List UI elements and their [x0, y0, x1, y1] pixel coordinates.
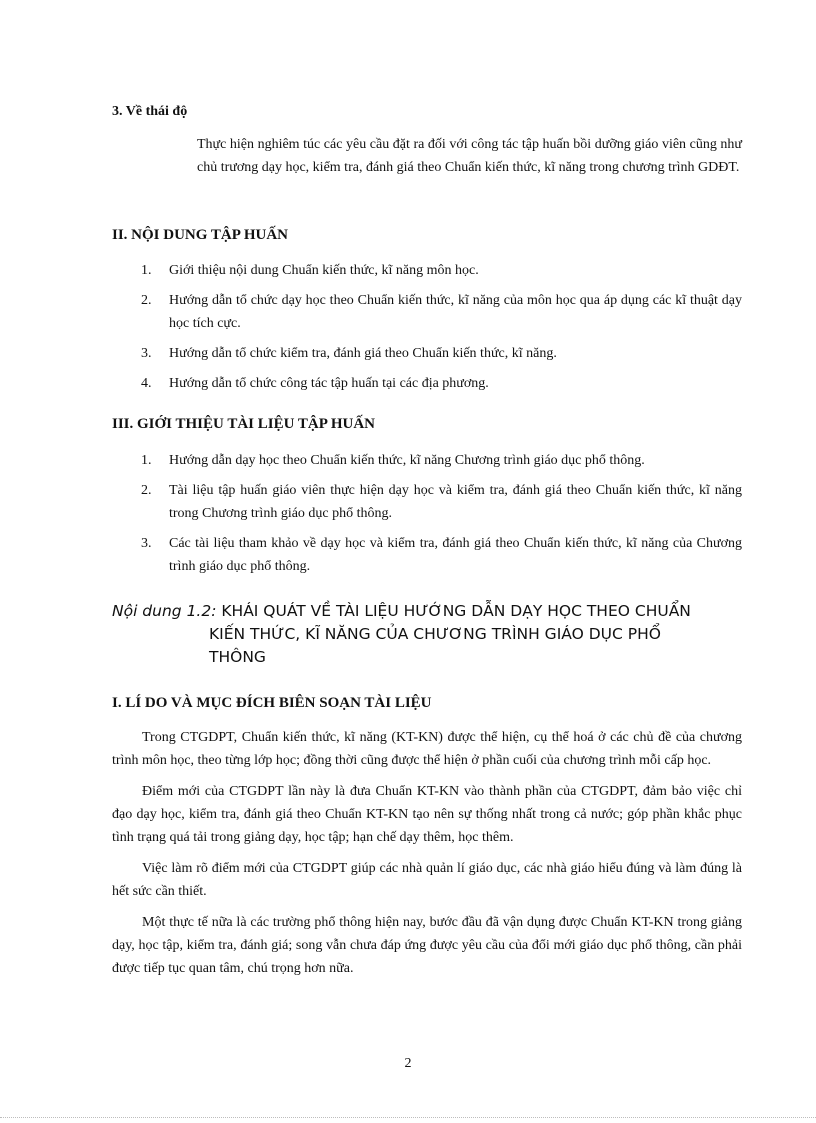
section3-heading: III. GIỚI THIỆU TÀI LIỆU TẬP HUẤN — [112, 416, 375, 432]
list-item: 3. Các tài liệu tham khảo về dạy học và kiểm tra, đánh giá theo Chuẩn kiến thức, kĩ năng của Chương trình giáo dục phổ thông. — [141, 536, 742, 574]
attitude-heading: 3. Về thái độ — [112, 104, 188, 119]
content-heading-line2: KIẾN THỨC, KĨ NĂNG CỦA CHƯƠNG TRÌNH GIÁO DỤC PHỔ — [209, 625, 661, 643]
section2-heading: II. NỘI DUNG TẬP HUẤN — [112, 227, 288, 243]
list-item: 2. Tài liệu tập huấn giáo viên thực hiện dạy học và kiểm tra, đánh giá theo Chuẩn kiến thức, kĩ năng trong Chương trình giáo dục phổ thông. — [141, 483, 742, 521]
content-heading — [112, 600, 742, 669]
reason-paragraph: Điểm mới của CTGDPT lần này là đưa Chuẩn KT-KN vào thành phần của CTGDPT, đảm bảo việc chỉ đạo dạy học, kiểm tra, đánh giá theo Chuẩn KT-KN tạo nên sự thống nhất trong cả nước; góp phần khắc phục tình trạng quá tải trong giảng dạy, học tập; hạn chế dạy thêm, học thêm. — [112, 784, 742, 845]
reason-heading: I. LÍ DO VÀ MỤC ĐÍCH BIÊN SOẠN TÀI LIỆU — [112, 695, 432, 711]
list-item: 1. Giới thiệu nội dung Chuẩn kiến thức, kĩ năng môn học. — [141, 263, 479, 278]
footer-divider — [0, 1117, 816, 1118]
content-heading-line3: THÔNG — [209, 648, 266, 666]
list-item: 4. Hướng dẫn tổ chức công tác tập huấn tại các địa phương. — [141, 376, 489, 391]
reason-paragraph: Một thực tế nữa là các trường phổ thông hiện nay, bước đầu đã vận dụng được Chuẩn KT-KN trong giảng dạy, học tập, kiểm tra, đánh giá; song vẫn chưa đáp ứng được yêu cầu của đổi mới giáo dục phổ thông, cần phải được tiếp tục quan tâm, chú trọng hơn nữa. — [112, 915, 742, 976]
section2-list — [112, 259, 742, 402]
list-item: 2. Hướng dẫn tổ chức dạy học theo Chuẩn kiến thức, kĩ năng của môn học qua áp dụng các kĩ thuật dạy học tích cực. — [141, 293, 742, 331]
reason-paragraph: Việc làm rõ điểm mới của CTGDPT giúp các nhà quản lí giáo dục, các nhà giáo hiểu đúng và làm đúng là hết sức cần thiết. — [112, 861, 742, 899]
content-heading-lead: Nội dung 1.2: — [112, 602, 217, 620]
reason-body — [112, 726, 742, 988]
attitude-text: Thực hiện nghiêm túc các yêu cầu đặt ra đối với công tác tập huấn bồi dưỡng giáo viên cũng như chủ trương dạy học, kiểm tra, đánh giá theo Chuẩn kiến thức, kĩ năng trong chương trình GDĐT. — [197, 137, 742, 175]
page-number: 2 — [404, 1056, 412, 1071]
list-item: 1. Hướng dẫn dạy học theo Chuẩn kiến thức, kĩ năng Chương trình giáo dục phổ thông. — [141, 453, 645, 468]
list-item: 3. Hướng dẫn tổ chức kiểm tra, đánh giá theo Chuẩn kiến thức, kĩ năng. — [141, 346, 557, 361]
reason-paragraph: Trong CTGDPT, Chuẩn kiến thức, kĩ năng (KT-KN) được thể hiện, cụ thể hoá ở các chủ đề của chương trình môn học, theo từng lớp học; đồng thời cũng được thể hiện ở phần cuối của chương trình mỗi cấp học. — [112, 730, 742, 768]
content-heading-line1: KHÁI QUÁT VỀ TÀI LIỆU HƯỚNG DẪN DẠY HỌC THEO CHUẨN — [221, 602, 691, 620]
section3-list — [112, 449, 742, 585]
